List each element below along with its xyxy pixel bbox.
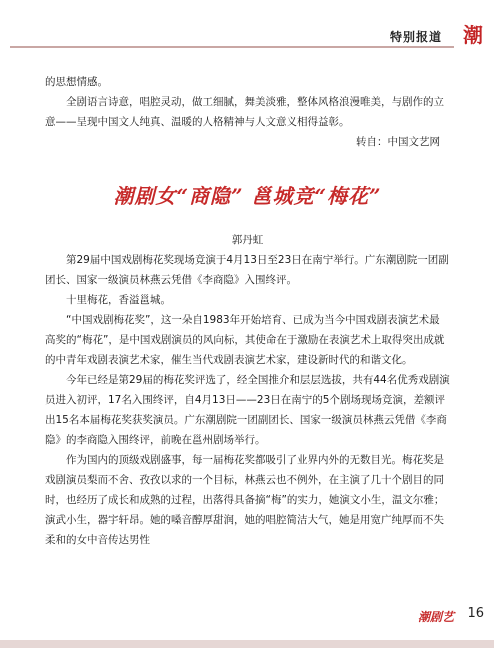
article1-source: 转自：中国文艺网 [356,136,440,148]
article2-author: 郭丹虹 [231,234,264,246]
section-title: 特别报道 [389,30,442,44]
page-content [45,72,450,550]
page-number: 16 [467,606,484,621]
magazine-logo: 潮剧艺 [417,610,454,624]
header-divider [10,46,454,48]
article1-paragraph: 的思想情感。 [45,76,108,88]
page-header [0,0,494,58]
article2-paragraph: 十里梅花，香溢邕城。 [66,294,171,306]
article2-title: 潮剧女“商隐” 邕城竞“梅花” [113,184,382,208]
page-footer [0,598,494,648]
footer-divider [0,640,494,648]
article2-paragraph: 第29届中国戏剧梅花奖现场竞演于4月13日至23日在南宁举行。广东潮剧院一团副团长、国家一级演员林燕云凭借《李商隐》入围终评。 [45,254,449,286]
article1-paragraph: 全剧语言诗意，唱腔灵动，做工细腻，舞美淡雅，整体风格浪漫唯美，与剧作的立意——呈现中国文人纯真、温暖的人格精神与人文意义相得益彰。 [45,96,444,128]
article2-paragraph: 作为国内的顶级戏剧盛事，每一届梅花奖都吸引了业界内外的无数目光。梅花奖是戏剧演员梨而不舍、孜孜以求的一个目标，林燕云也不例外，在主演了几十个剧目的同时，也经历了成长和成熟的过程，出落得具备摘“梅”的实力，她演文小生，温文尔雅；演武小生，器宇轩昂。她的嗓音醇厚甜润，她的唱腔简洁大气，她是用宽广纯厚而不失柔和的女中音传达男性 [45,454,445,546]
article2-paragraph: “中国戏剧梅花奖”，这一朵自1983年开始培育、已成为当今中国戏剧表演艺术最高奖的“梅花”，是中国戏剧演员的风向标，其使命在于激励在表演艺术上取得突出成就的中青年戏剧表演艺术家，催生当代戏剧表演艺术家，建设新时代的和谐文化。 [45,314,445,366]
seal-logo-icon: 潮 [463,23,483,47]
article2-paragraph: 今年已经是第29届的梅花奖评选了，经全国推介和层层选拔，共有44名优秀戏剧演员进入初评，17名入围终评，自4月13日——23日在南宁的5个剧场现场竞演，差额评出15名本届梅花奖获奖演员。广东潮剧院一团副团长、国家一级演员林燕云凭借《李商隐》的李商隐入围终评，前晚在邕州剧场举行。 [45,374,450,446]
